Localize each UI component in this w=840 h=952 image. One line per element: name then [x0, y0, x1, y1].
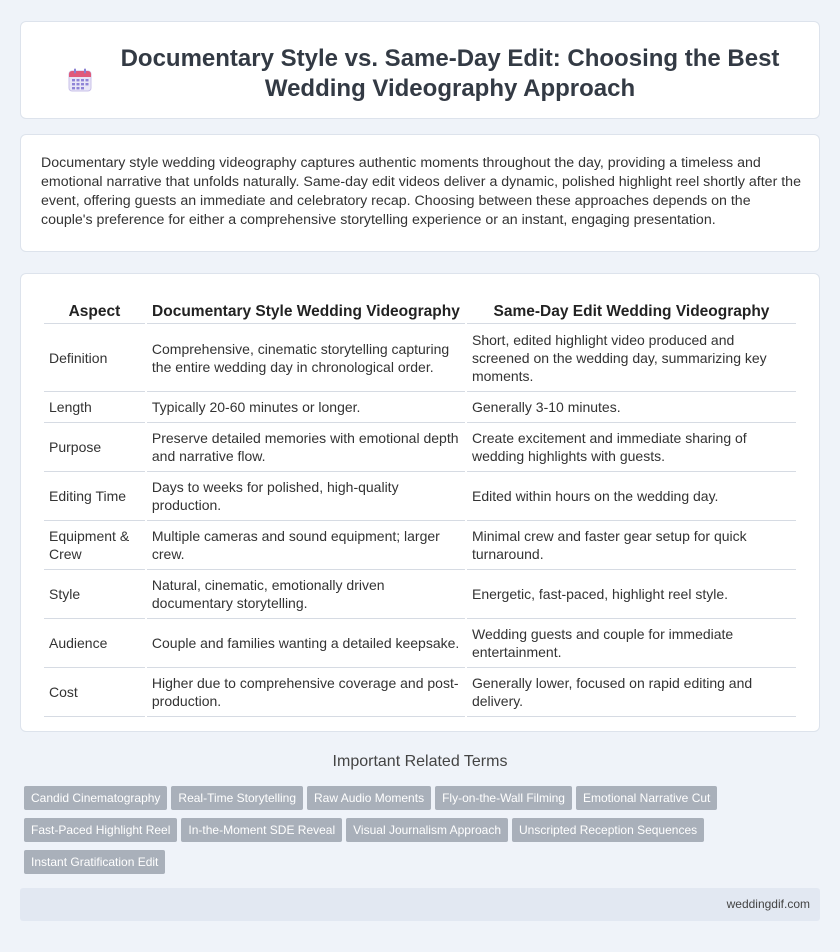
table-row — [44, 392, 796, 423]
related-term-tag[interactable]: In-the-Moment SDE Reveal — [181, 818, 342, 842]
page-title: Documentary Style vs. Same-Day Edit: Choosing the Best Wedding Videography Approach — [120, 45, 780, 102]
footer-site-name: weddingdif.com — [726, 897, 810, 911]
row-same-day-edit: Edited within hours on the wedding day. — [467, 472, 796, 521]
related-terms-heading: Important Related Terms — [332, 753, 508, 770]
table-row — [44, 668, 796, 717]
row-aspect: Length — [44, 392, 145, 423]
header-aspect: Aspect — [44, 294, 145, 324]
row-same-day-edit: Short, edited highlight video produced and screened on the wedding day, summarizing key moments. — [467, 324, 796, 392]
row-aspect: Purpose — [44, 423, 145, 472]
footer — [20, 888, 820, 921]
comparison-table — [42, 294, 798, 717]
row-same-day-edit: Wedding guests and couple for immediate entertainment. — [467, 619, 796, 668]
table-row — [44, 570, 796, 619]
row-same-day-edit: Generally lower, focused on rapid editing and delivery. — [467, 668, 796, 717]
row-same-day-edit: Energetic, fast-paced, highlight reel style. — [467, 570, 796, 619]
row-documentary: Multiple cameras and sound equipment; larger crew. — [147, 521, 465, 570]
related-term-tag[interactable]: Fast-Paced Highlight Reel — [24, 818, 177, 842]
row-aspect: Cost — [44, 668, 145, 717]
table-row — [44, 472, 796, 521]
row-same-day-edit: Generally 3-10 minutes. — [467, 392, 796, 423]
related-term-tag[interactable]: Raw Audio Moments — [307, 786, 431, 810]
related-term-tag[interactable]: Real-Time Storytelling — [171, 786, 303, 810]
related-term-tag[interactable]: Candid Cinematography — [24, 786, 167, 810]
row-same-day-edit: Create excitement and immediate sharing of wedding highlights with guests. — [467, 423, 796, 472]
row-same-day-edit: Minimal crew and faster gear setup for quick turnaround. — [467, 521, 796, 570]
comparison-card — [20, 273, 820, 732]
title-card — [20, 21, 820, 119]
table-row — [44, 521, 796, 570]
row-aspect: Equipment & Crew — [44, 521, 145, 570]
header-same-day-edit: Same-Day Edit Wedding Videography — [467, 294, 796, 324]
row-aspect: Audience — [44, 619, 145, 668]
table-row — [44, 619, 796, 668]
related-term-tag[interactable]: Unscripted Reception Sequences — [512, 818, 704, 842]
related-term-tag[interactable]: Visual Journalism Approach — [346, 818, 508, 842]
table-row — [44, 423, 796, 472]
row-documentary: Higher due to comprehensive coverage and post-production. — [147, 668, 465, 717]
header-documentary: Documentary Style Wedding Videography — [147, 294, 465, 324]
intro-card — [20, 134, 820, 252]
row-documentary: Typically 20-60 minutes or longer. — [147, 392, 465, 423]
row-aspect: Editing Time — [44, 472, 145, 521]
related-term-tag[interactable]: Fly-on-the-Wall Filming — [435, 786, 572, 810]
calendar-icon — [68, 68, 92, 97]
intro-paragraph: Documentary style wedding videography captures authentic moments throughout the day, providing a timeless and emotional narrative that unfolds naturally. Same-day edit videos deliver a dynamic, polished highlight reel shortly after the event, offering guests an immediate and celebratory recap. Choosing between these approaches depends on the couple's preference for either a comprehensive storytelling experience or an instant, engaging presentation. — [41, 155, 801, 228]
related-terms-list — [24, 786, 824, 882]
table-header-row — [44, 294, 796, 324]
related-term-tag[interactable]: Instant Gratification Edit — [24, 850, 165, 874]
table-row — [44, 324, 796, 392]
row-documentary: Preserve detailed memories with emotional depth and narrative flow. — [147, 423, 465, 472]
row-aspect: Definition — [44, 324, 145, 392]
row-documentary: Days to weeks for polished, high-quality production. — [147, 472, 465, 521]
row-documentary: Comprehensive, cinematic storytelling capturing the entire wedding day in chronological order. — [147, 324, 465, 392]
row-documentary: Natural, cinematic, emotionally driven documentary storytelling. — [147, 570, 465, 619]
row-documentary: Couple and families wanting a detailed keepsake. — [147, 619, 465, 668]
row-aspect: Style — [44, 570, 145, 619]
related-term-tag[interactable]: Emotional Narrative Cut — [576, 786, 717, 810]
